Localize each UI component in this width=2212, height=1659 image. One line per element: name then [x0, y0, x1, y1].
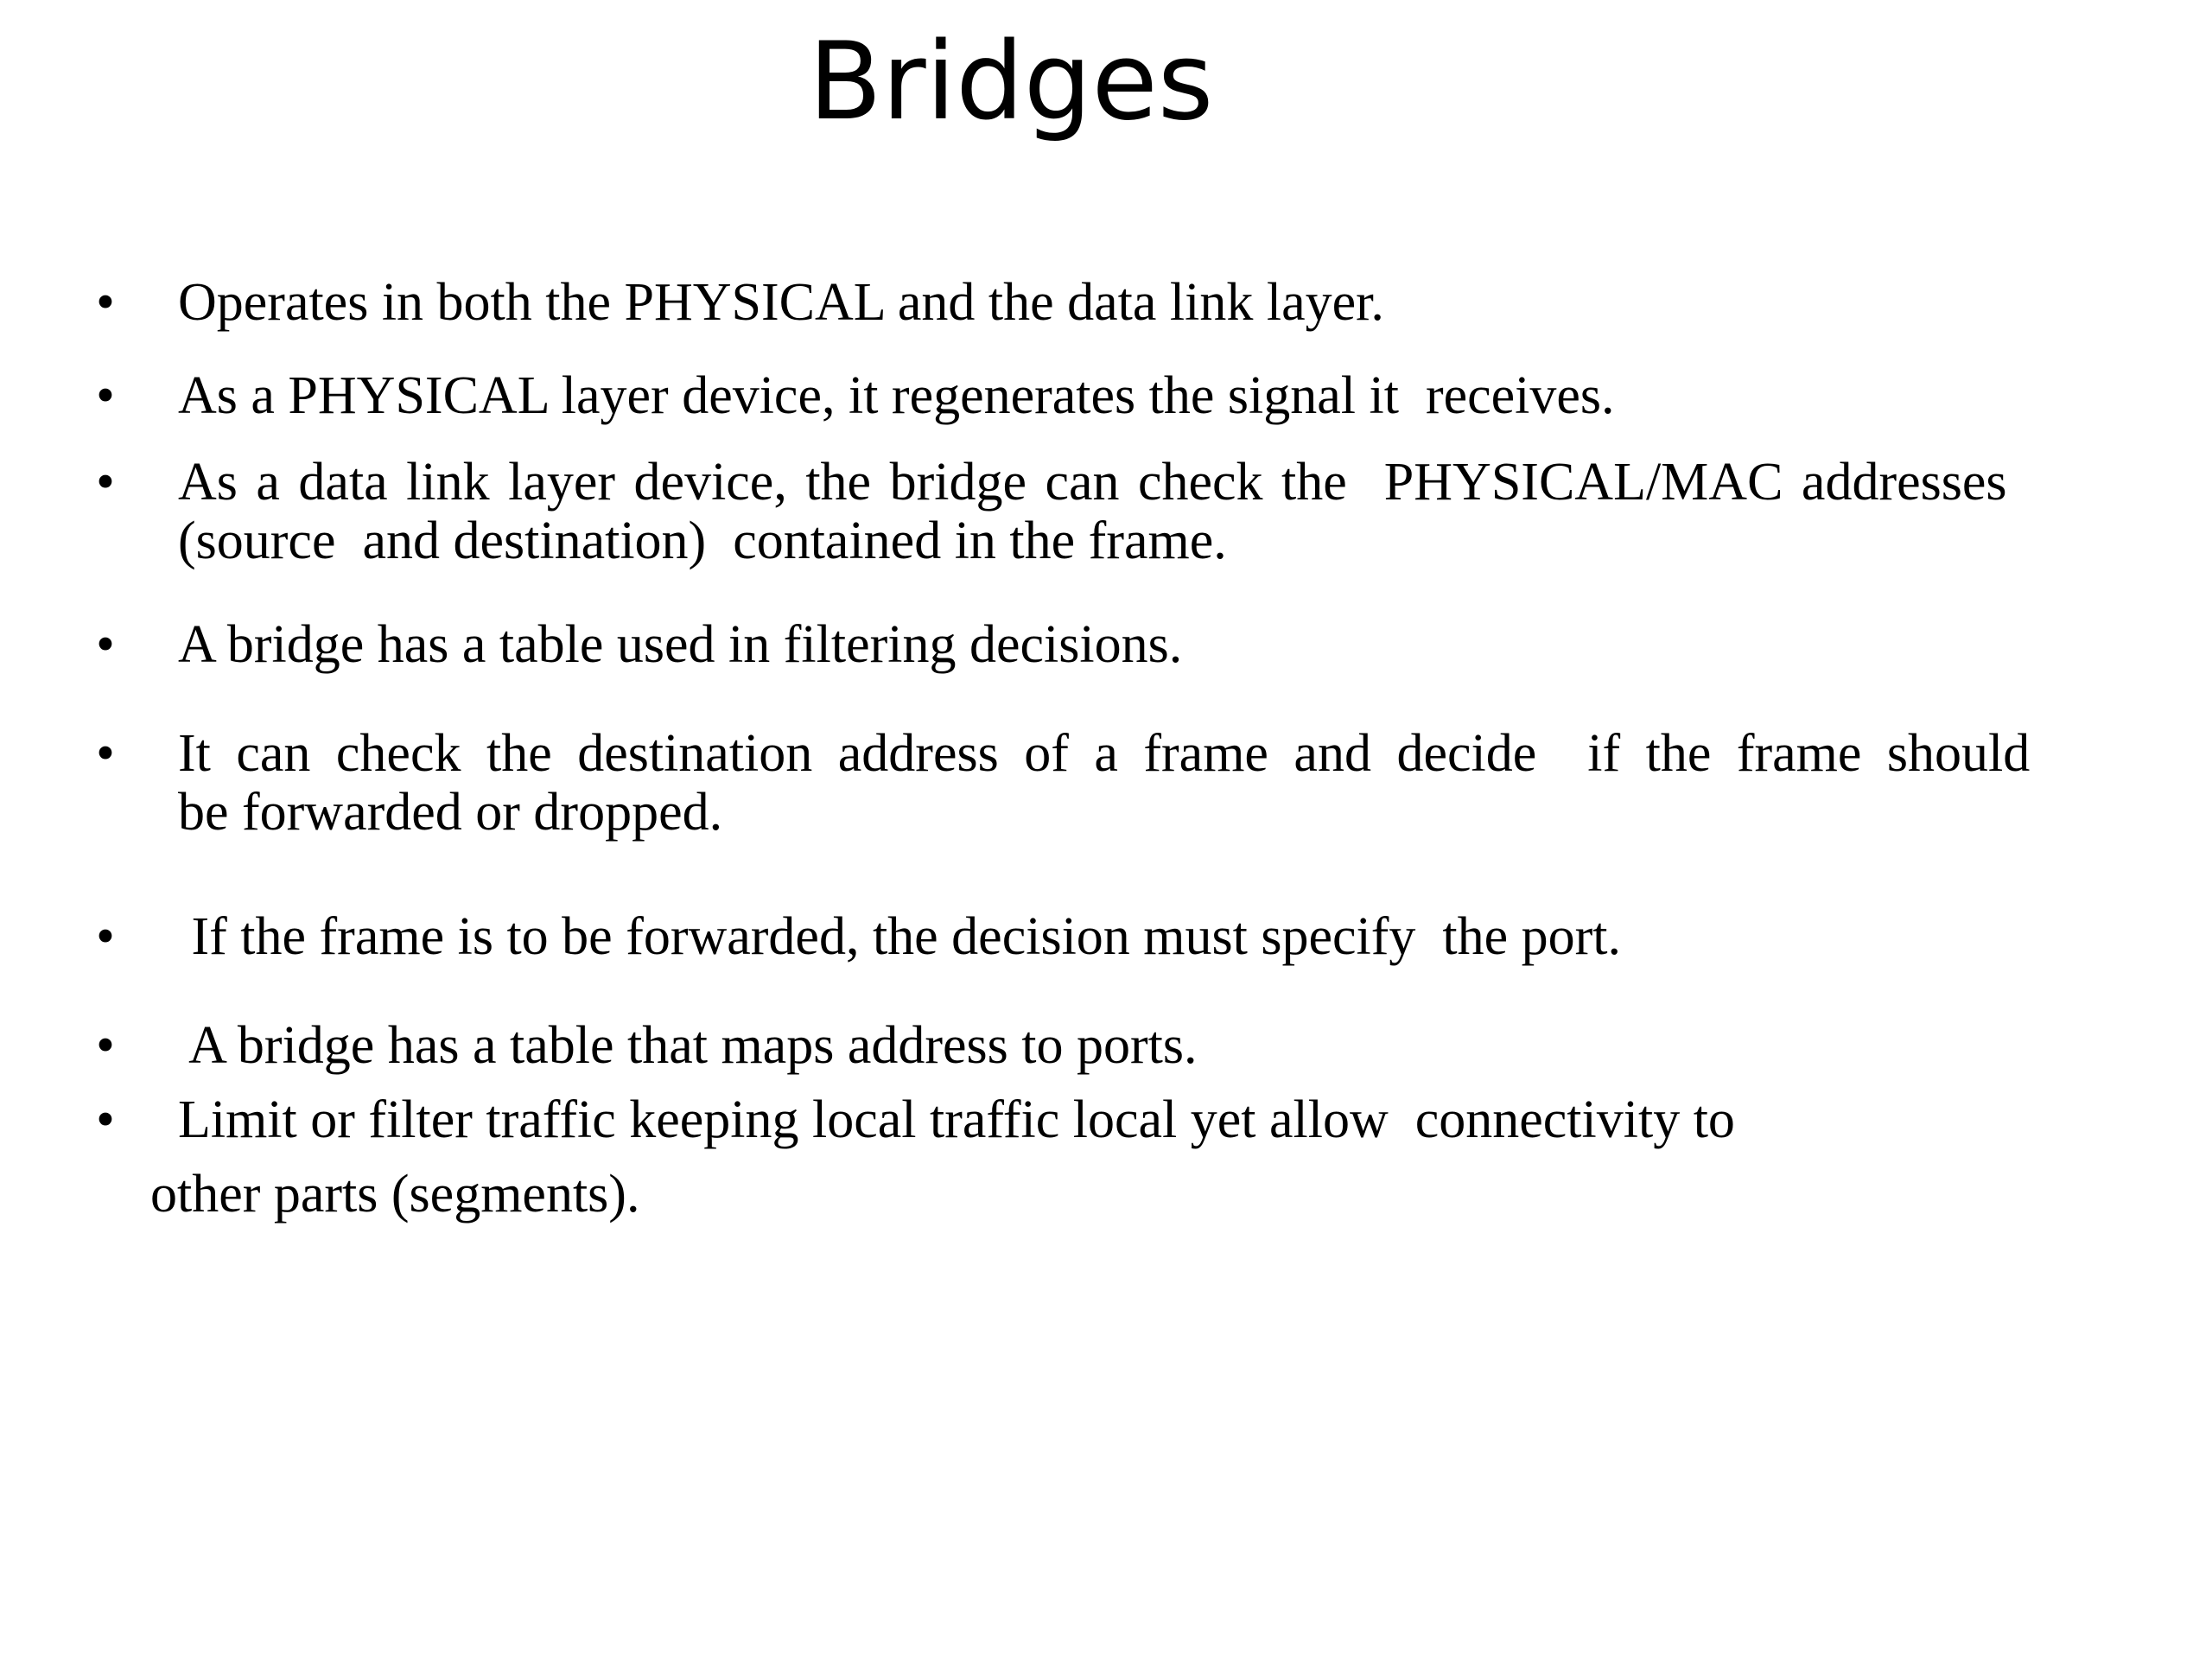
bullet-text: It can check the destination address of a frame and decide if the frame should [178, 724, 2031, 783]
bullet-text: Operates in both the PHYSICAL and the data link layer. [178, 273, 1384, 332]
bullet-dot: • [96, 615, 115, 674]
bullet-dot: • [96, 366, 115, 425]
bullet-text: As a PHYSICAL layer device, it regenerates the signal it receives. [178, 366, 1615, 425]
bullet-dot: • [96, 453, 115, 512]
slide-title: Bridges [808, 20, 1214, 144]
bullet-dot: • [96, 724, 115, 783]
bullet-text-continuation: other parts (segments). [150, 1165, 640, 1224]
bullet-text: A bridge has a table used in filtering decisions. [178, 615, 1183, 674]
bullet-text: As a data link layer device, the bridge can check the PHYSICAL/MAC addresses [178, 453, 2007, 512]
bullet-text-continuation: (source and destination) contained in the frame. [178, 512, 1227, 570]
bullet-text: Limit or filter traffic keeping local traffic local yet allow connectivity to [178, 1090, 1735, 1149]
bullet-dot: • [96, 1090, 115, 1149]
bullet-dot: • [96, 907, 115, 966]
bullet-text: A bridge has a table that maps address to ports. [178, 1016, 1198, 1075]
bullet-text: If the frame is to be forwarded, the decision must specify the port. [178, 907, 1622, 966]
bullet-dot: • [96, 1016, 115, 1075]
bullet-text-continuation: be forwarded or dropped. [178, 783, 723, 842]
bullet-dot: • [96, 273, 115, 332]
